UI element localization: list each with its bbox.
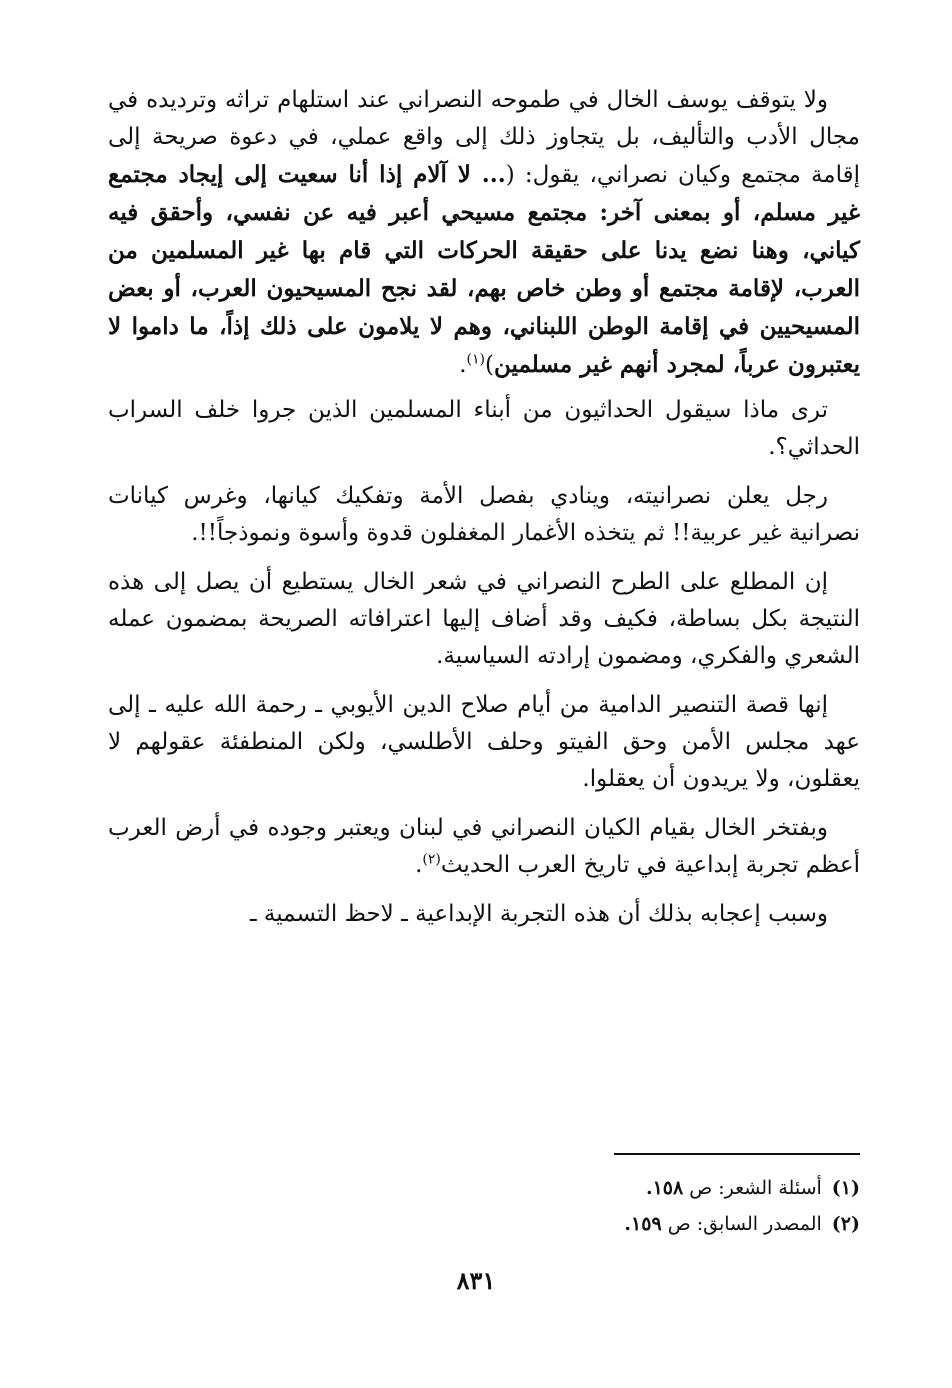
footnote-separator — [614, 1153, 860, 1155]
footnotes — [108, 1170, 860, 1242]
paragraph-quote-khal — [108, 82, 860, 384]
paragraph-pride-text: وبفتخر الخال بقيام الكيان النصراني في لبنان ويعتبر وجوده في أرض العرب أعظم تجربة إبداعية في تاريخ العرب الحديث — [108, 815, 860, 878]
paragraph-intro: ولا يتوقف يوسف الخال في طموحه النصراني عند استلهام تراثه وترديده في مجال الأدب والتأليف، بل يتجاوز ذلك إلى واقع عملي، في دعوة صريحة إلى إقامة مجتمع وكيان نصراني، يقول: ( — [108, 87, 860, 188]
paragraph-christianization-story: إنها قصة التنصير الدامية من أيام صلاح الدين الأيوبي ـ رحمة الله عليه ـ إلى عهد مجلس الأمن وحق الفيتو وحلف الأطلسي، ولكن المنطفئة عقولهم لا يعقلون، ولا يريدون أن يعقلوا. — [108, 692, 860, 792]
footnote-page: ١٥٨. — [645, 1177, 684, 1199]
paragraph-man-declares: رجل يعلن نصرانيته، وينادي بفصل الأمة وتفكيك كيانها، وغرس كيانات نصرانية غير عربية!! ثم يتخذه الأغمار المغفلون قدوة وأسوة ونموذجاً!!. — [108, 483, 860, 546]
footnote-source: أسئلة الشعر: ص — [689, 1177, 822, 1199]
footnote-reference-2[interactable]: (٢) — [422, 851, 441, 868]
footnote-source: المصدر السابق: ص — [667, 1213, 822, 1235]
footnote-number: (٢) — [831, 1213, 860, 1235]
footnote-reference-1[interactable]: (١) — [466, 351, 486, 368]
footnote-page: ١٥٩. — [624, 1213, 662, 1235]
page-number: ٨٣١ — [456, 1266, 496, 1295]
paragraph-khal-pride — [108, 810, 860, 884]
paragraph-end-mark: . — [459, 352, 467, 378]
paragraph-end-mark: . — [415, 852, 423, 878]
paragraph-reader-conclusion: إن المطلع على الطرح النصراني في شعر الخال يستطيع أن يصل إلى هذه النتيجة بكل بساطة، فكيف وقد أضاف إليها اعترافاته الصريحة بمضمون عمله الشعري والفكري، ومضمون إرادته السياسية. — [108, 569, 860, 669]
quote-close-paren: ) — [485, 352, 494, 378]
footnote-1 — [108, 1170, 860, 1206]
footnote-number: (١) — [831, 1177, 860, 1199]
footnote-2 — [108, 1206, 860, 1242]
paragraph-admiration-reason: وسبب إعجابه بذلك أن هذه التجربة الإبداعية ـ لاحظ التسمية ـ — [249, 901, 828, 927]
paragraph-question: ترى ماذا سيقول الحداثيون من أبناء المسلمين الذين جروا خلف السراب الحداثي؟. — [108, 397, 860, 460]
bold-quotation: ... لا آلام إذا أنا سعيت إلى إيجاد مجتمع غير مسلم، أو بمعنى آخر: مجتمع مسيحي أعبر فيه عن نفسي، وأحقق فيه كياني، وهنا نضع يدنا على حقيقة الحركات التي قام بها غير المسلمين من العرب، لإقامة مجتمع أو وطن خاص بهم، لقد نجح المسيحيون العرب، أو بعض المسيحيين في إقامة الوطن اللبناني، وهم لا يلامون على ذلك إذاً، ما داموا لا يعتبرون عرباً، لمجرد أنهم غير مسلمين — [108, 161, 860, 378]
main-text — [108, 82, 860, 945]
